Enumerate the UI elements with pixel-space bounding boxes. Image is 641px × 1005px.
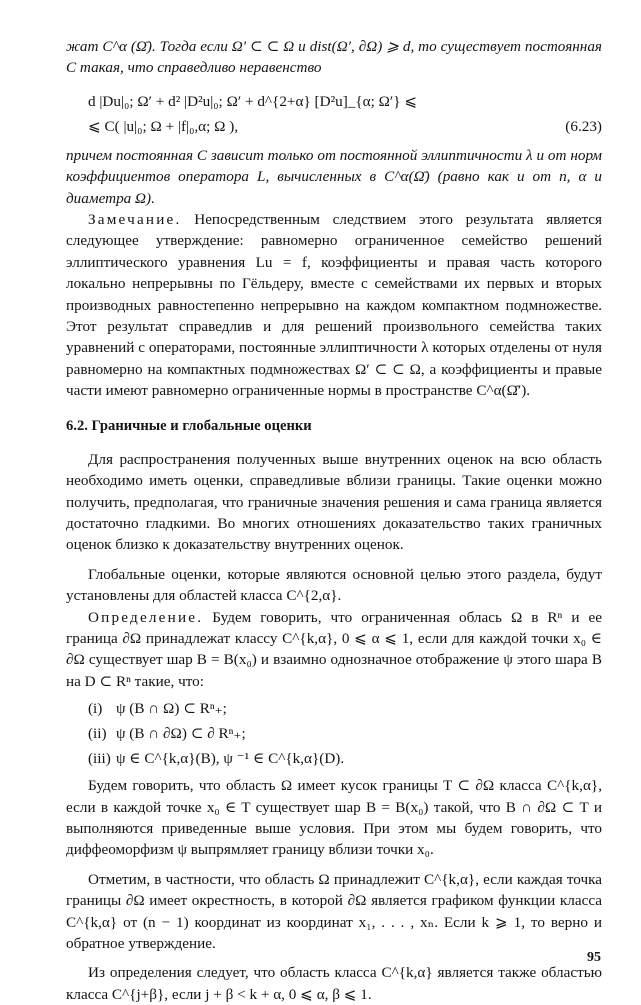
paragraph-3: Будем говорить, что область Ω имеет кусок границы T ⊂ ∂Ω класса C^{k,α}, если в каждой точке x₀ ∈ T существует шар B = B(x₀) такой, что B ∩ ∂Ω ⊂ T и выполняются приведенные выше условия. При этом мы будем говорить, что диффеоморфизм ψ выпрямляет границу вблизи точки x₀. [66, 777, 602, 859]
condition-list [88, 696, 602, 771]
page-number: 95 [587, 950, 601, 965]
page-body [66, 36, 602, 1005]
theorem-continuation: жат C^α (Ω̄). Тогда если Ω′ ⊂ ⊂ Ω и dist(Ω′, ∂Ω) ⩾ d, то существует постоянная C такая, что справедливо неравенство [66, 38, 602, 77]
definition-paragraph [66, 607, 602, 693]
equation-line-2: ⩽ C( |u|₀; Ω + |f|₀,α; Ω ), [88, 117, 239, 135]
equation-number: (6.23) [565, 117, 602, 135]
condition-item: (i) ψ (B ∩ Ω) ⊂ Rⁿ₊; [88, 700, 227, 718]
paragraph-1: Для распространения полученных выше внутренних оценок на всю область необходимо иметь оценки, справедливые вблизи границы. Такие оценки можно получить, предполагая, что граничные значения решения и сама граница является достаточно гладкими. Во многих отношениях доказательство таких граничных оценок близко к доказательству внутренних оценок. [66, 450, 602, 554]
definition-label: Определение. [88, 608, 204, 626]
theorem-end: причем постоянная C зависит только от постоянной эллиптичности λ и от норм коэффициентов оператора L, вычисленных в C^α(Ω̄) (равно как и от n, α и диаметра Ω). [66, 146, 602, 207]
remark-text: Непосредственным следствием этого результата является следующее утверждение: равномерно ограниченное семейство решений эллиптического уравнения Lu = f, коэффициенты и правая часть которого локально непрерывны по Гёльдеру, вместе с семействами их первых и вторых производных равностепенно непрерывно на каждом компактном подмножестве. Этот результат справедлив и для решений произвольного семейства таких уравнений с операторами, постоянные эллиптичности λ которых отделены от нуля равномерно на компактных подмножествах Ω′ ⊂ ⊂ Ω, а коэффициенты и правые части имеют равномерно ограниченные нормы в пространстве C^α(Ω̄′). [66, 211, 602, 400]
condition-item: (ii) ψ (B ∩ ∂Ω) ⊂ ∂ Rⁿ₊; [88, 725, 246, 743]
paragraph-4: Отметим, в частности, что область Ω принадлежит C^{k,α}, если каждая точка границы ∂Ω имеет окрестность, в которой ∂Ω является графиком функции класса C^{k,α} от (n − 1) координат из координат x₁, . . . , xₙ. Если k ⩾ 1, то верно и обратное утверждение. [66, 870, 602, 952]
equation-6-23 [66, 89, 602, 139]
paragraph-5: Из определения следует, что область класса C^{k,α} является также областью класса C^{j+β}, если j + β < k + α, 0 ⩽ α, β ⩽ 1. [66, 964, 602, 1003]
remark-paragraph [66, 209, 602, 402]
equation-line-1: d |Du|₀; Ω′ + d² |D²u|₀; Ω′ + d^{2+α} [D²u]_{α; Ω′} ⩽ [88, 92, 418, 110]
remark-label: Замечание. [88, 211, 182, 229]
condition-item: (iii) ψ ∈ C^{k,α}(B), ψ ⁻¹ ∈ C^{k,α}(D). [88, 750, 345, 768]
paragraph-2: Глобальные оценки, которые являются основной целью этого раздела, будут установлены для областей класса C^{2,α}. [66, 565, 602, 605]
definition-text: Будем говорить, что ограниченная облась Ω в Rⁿ и ее граница ∂Ω принадлежат классу C^{k,α}, 0 ⩽ α ⩽ 1, если для каждой точки x₀ ∈ ∂Ω существует шар B = B(x₀) и взаимно однозначное отображение ψ этого шара B на D ⊂ Rⁿ такие, что: [66, 608, 602, 690]
section-heading: 6.2. Граничные и глобальные оценки [66, 417, 312, 434]
